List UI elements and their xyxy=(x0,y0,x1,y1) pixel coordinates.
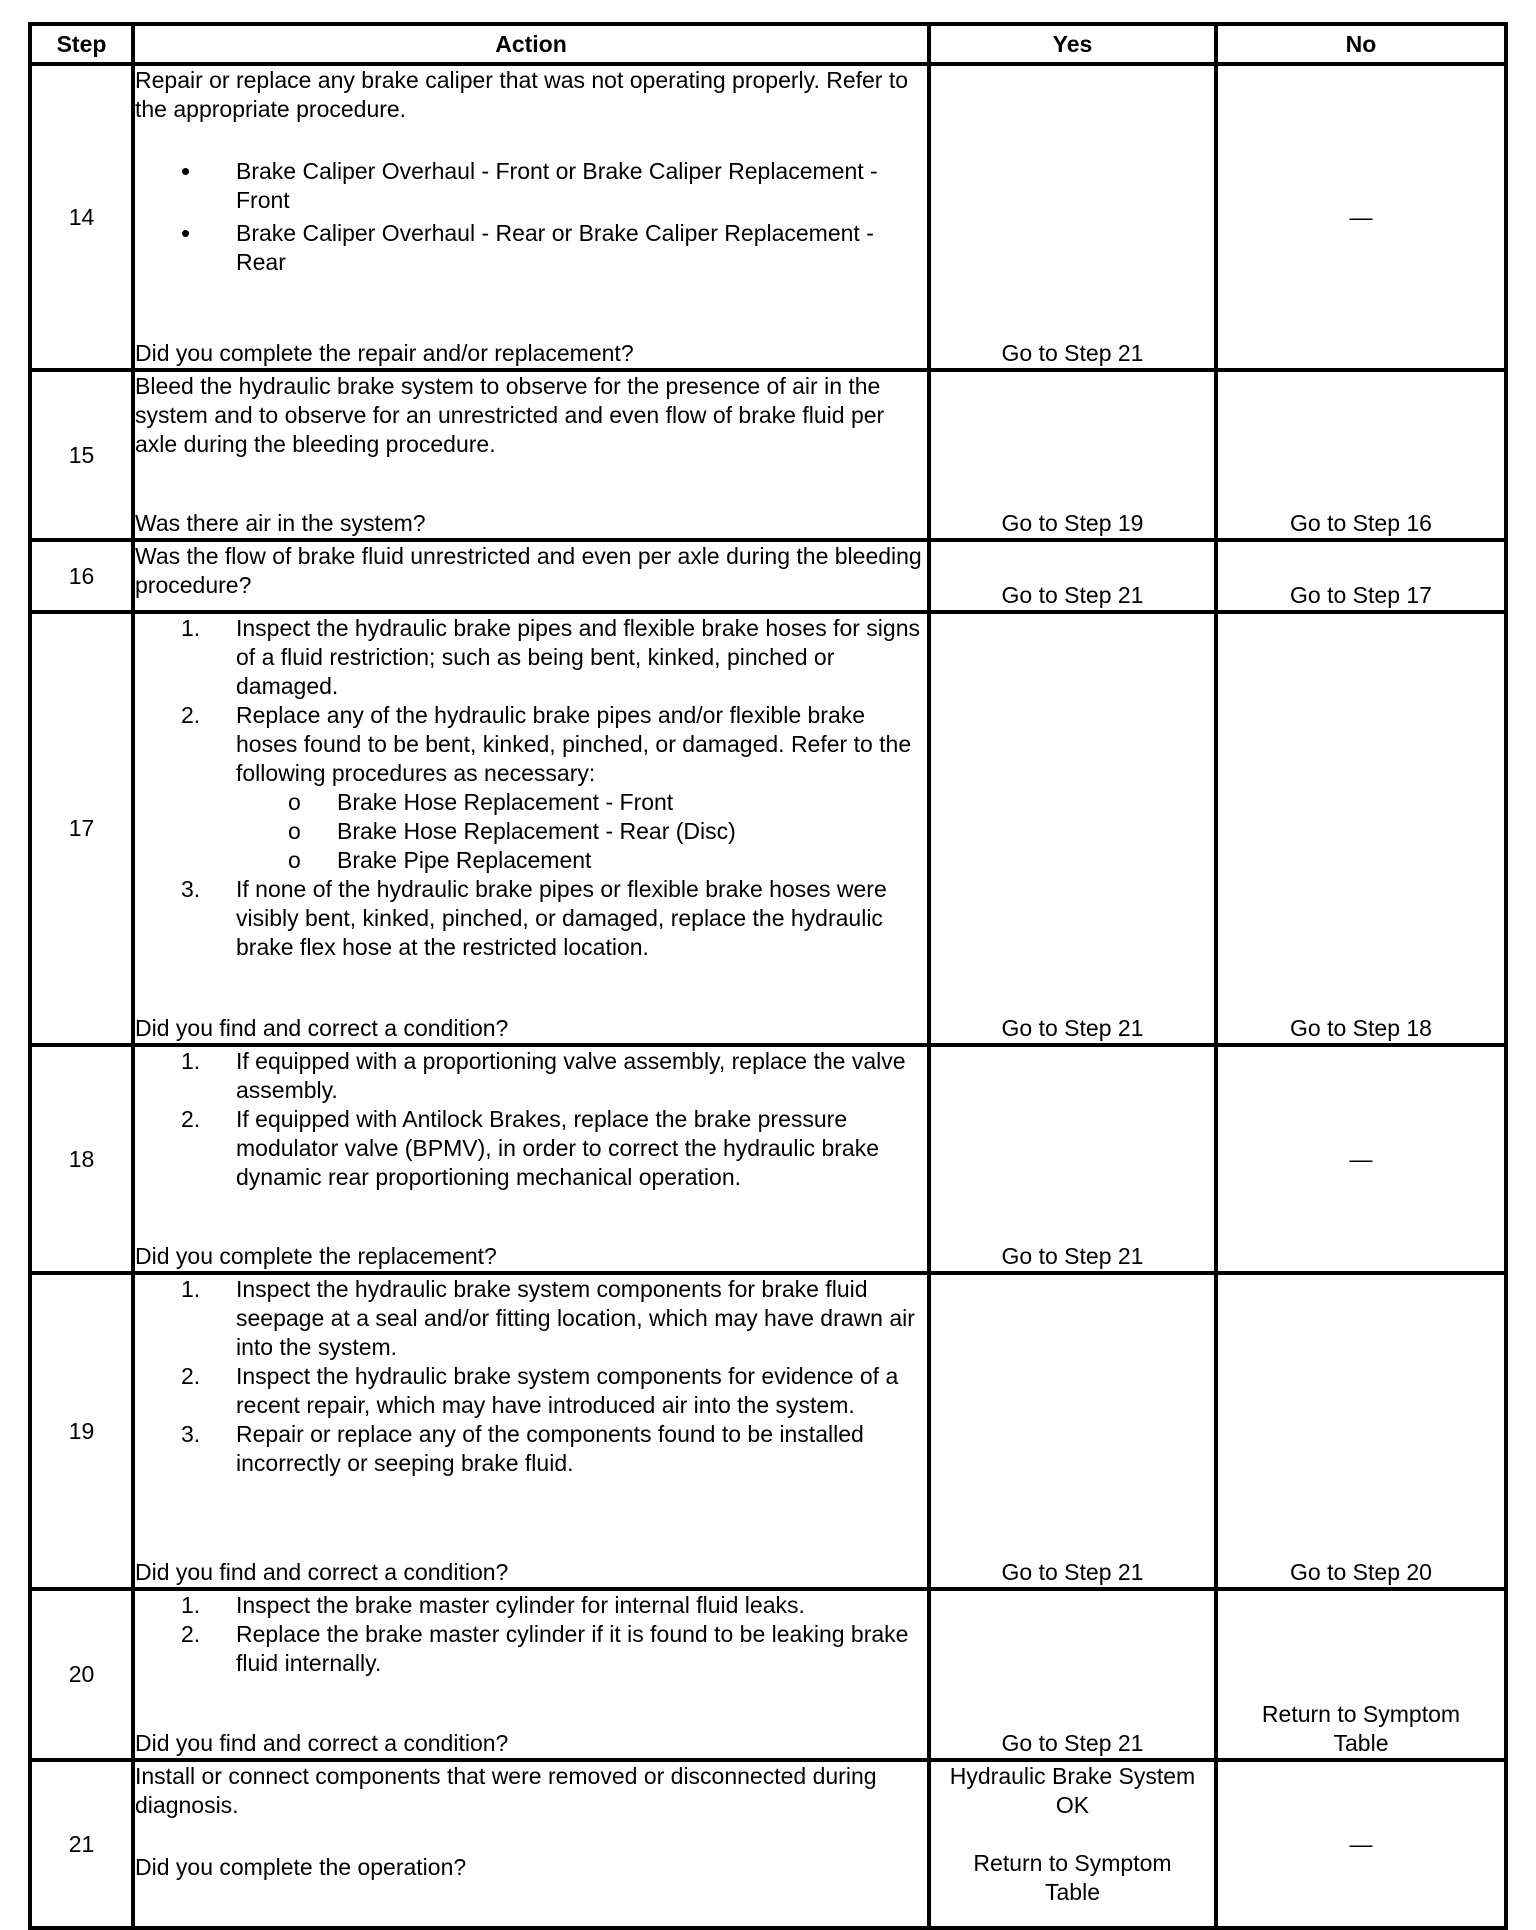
action-question: Did you find and correct a condition? xyxy=(135,1730,509,1756)
step-number: 20 xyxy=(30,1589,133,1760)
list-item: 1. Inspect the brake master cylinder for internal fluid leaks. xyxy=(181,1592,805,1618)
list-item: 2. If equipped with Antilock Brakes, replace the brake pressure modulator valve (BPMV), in order to correct the hydraulic brake dynamic rear proportioning mechanical operation. xyxy=(181,1106,879,1190)
yes-link[interactable]: Go to Step 21 xyxy=(1001,1730,1144,1756)
procedure-link[interactable]: • Brake Caliper Overhaul - Front or Brake Caliper Replacement - Front xyxy=(135,157,927,215)
diagnostic-table xyxy=(28,22,1508,1930)
table-row xyxy=(30,1273,1506,1589)
action-steps xyxy=(135,614,927,962)
no-link[interactable]: Go to Step 20 xyxy=(1290,1559,1432,1585)
no-value: — xyxy=(1349,1830,1373,1857)
action-steps xyxy=(135,1047,927,1192)
yes-link[interactable]: Go to Step 19 xyxy=(1001,510,1144,536)
yes-link[interactable]: Go to Step 21 xyxy=(1001,340,1144,366)
table-row xyxy=(30,540,1506,612)
procedure-link[interactable]: • Brake Caliper Overhaul - Rear or Brake Caliper Replacement - Rear xyxy=(135,219,927,277)
step-number: 21 xyxy=(30,1760,133,1928)
step-number: 17 xyxy=(30,612,133,1045)
table-row xyxy=(30,1589,1506,1760)
header-step: Step xyxy=(30,24,133,64)
yes-cell xyxy=(929,1589,1216,1760)
yes-link[interactable]: Return to Symptom Table xyxy=(973,1850,1172,1905)
yes-link[interactable]: Go to Step 21 xyxy=(1001,582,1144,608)
table-row xyxy=(30,1045,1506,1273)
list-item: 1. If equipped with a proportioning valve assembly, replace the valve assembly. xyxy=(181,1048,906,1103)
step-number: 18 xyxy=(30,1045,133,1273)
procedure-link[interactable]: o Brake Hose Replacement - Rear (Disc) xyxy=(236,817,927,846)
table-row xyxy=(30,64,1506,370)
list-item: 1. Inspect the hydraulic brake system components for brake fluid seepage at a seal and/or fitting location, which may have drawn air into the system. xyxy=(181,1276,915,1360)
header-yes: Yes xyxy=(929,24,1216,64)
no-cell xyxy=(1216,1273,1506,1589)
action-cell xyxy=(133,1589,929,1760)
no-cell xyxy=(1216,64,1506,370)
action-text: Repair or replace any brake caliper that was not operating properly. Refer to the appropriate procedure. xyxy=(135,67,909,122)
no-link[interactable]: Go to Step 18 xyxy=(1290,1015,1432,1041)
no-cell xyxy=(1216,1045,1506,1273)
no-value: — xyxy=(1349,203,1373,230)
action-steps xyxy=(135,1591,927,1678)
action-question: Was there air in the system? xyxy=(135,510,426,536)
no-link[interactable]: Go to Step 17 xyxy=(1290,582,1432,608)
list-item: 2. Inspect the hydraulic brake system components for evidence of a recent repair, which may have introduced air into the system. xyxy=(181,1363,899,1418)
action-question: Did you complete the repair and/or replacement? xyxy=(135,340,634,366)
yes-cell xyxy=(929,612,1216,1045)
action-question: Did you find and correct a condition? xyxy=(135,1015,509,1041)
yes-link[interactable]: Go to Step 21 xyxy=(1001,1243,1144,1269)
action-cell xyxy=(133,1045,929,1273)
no-value: — xyxy=(1349,1145,1373,1172)
header-action: Action xyxy=(133,24,929,64)
action-cell xyxy=(133,1273,929,1589)
list-item: 1. Inspect the hydraulic brake pipes and flexible brake hoses for signs of a fluid restriction; such as being bent, kinked, pinched or damaged. xyxy=(181,615,921,699)
action-cell xyxy=(133,1760,929,1928)
table-row xyxy=(30,370,1506,540)
action-question: Did you complete the operation? xyxy=(135,1854,467,1880)
procedure-list xyxy=(135,157,927,281)
no-cell xyxy=(1216,612,1506,1045)
list-item: 3. Repair or replace any of the components found to be installed incorrectly or seeping brake fluid. xyxy=(181,1421,864,1476)
list-item: 2. Replace any of the hydraulic brake pipes and/or flexible brake hoses found to be bent, kinked, pinched, or damaged. Refer to the following procedures as necessary: o Brake Hose Replacement - Front o Brake Hose Replacement - Rear (Disc) o Brake Pipe Replacement xyxy=(135,701,927,875)
action-question: Did you find and correct a condition? xyxy=(135,1559,509,1585)
yes-cell xyxy=(929,1273,1216,1589)
list-item: 2. Replace the brake master cylinder if it is found to be leaking brake fluid internally. xyxy=(181,1621,909,1676)
yes-link[interactable]: Go to Step 21 xyxy=(1001,1015,1144,1041)
yes-cell xyxy=(929,370,1216,540)
no-cell xyxy=(1216,370,1506,540)
action-cell xyxy=(133,612,929,1045)
no-cell xyxy=(1216,1589,1506,1760)
no-cell xyxy=(1216,1760,1506,1928)
action-question: Did you complete the replacement? xyxy=(135,1243,497,1269)
procedure-link[interactable]: o Brake Hose Replacement - Front xyxy=(236,788,927,817)
action-cell xyxy=(133,370,929,540)
no-link[interactable]: Go to Step 16 xyxy=(1290,510,1432,536)
yes-link[interactable]: Go to Step 21 xyxy=(1001,1559,1144,1585)
step-number: 16 xyxy=(30,540,133,612)
header-no: No xyxy=(1216,24,1506,64)
step-number: 15 xyxy=(30,370,133,540)
procedure-link[interactable]: o Brake Pipe Replacement xyxy=(236,846,927,875)
yes-cell xyxy=(929,1045,1216,1273)
header-row xyxy=(30,24,1506,64)
action-text: Install or connect components that were removed or disconnected during diagnosis. xyxy=(135,1763,877,1818)
action-cell xyxy=(133,64,929,370)
yes-cell xyxy=(929,64,1216,370)
yes-cell xyxy=(929,540,1216,612)
no-cell xyxy=(1216,540,1506,612)
step-number: 14 xyxy=(30,64,133,370)
list-item: 3. If none of the hydraulic brake pipes or flexible brake hoses were visibly bent, kinked, pinched, or damaged, replace the hydraulic brake flex hose at the restricted location. xyxy=(181,876,887,960)
table-row xyxy=(30,1760,1506,1928)
action-steps xyxy=(135,1275,927,1478)
action-text: Bleed the hydraulic brake system to observe for the presence of air in the system and to observe for an unrestricted and even flow of brake fluid per axle during the bleeding procedure. xyxy=(135,373,885,457)
action-question: Was the flow of brake fluid unrestricted and even per axle during the bleeding procedure? xyxy=(135,543,922,598)
table-row xyxy=(30,612,1506,1045)
step-number: 19 xyxy=(30,1273,133,1589)
no-link[interactable]: Return to Symptom Table xyxy=(1261,1701,1461,1756)
action-cell xyxy=(133,540,929,612)
yes-result: Hydraulic Brake System OK xyxy=(949,1763,1196,1818)
yes-cell xyxy=(929,1760,1216,1928)
procedure-sublist xyxy=(236,788,927,875)
